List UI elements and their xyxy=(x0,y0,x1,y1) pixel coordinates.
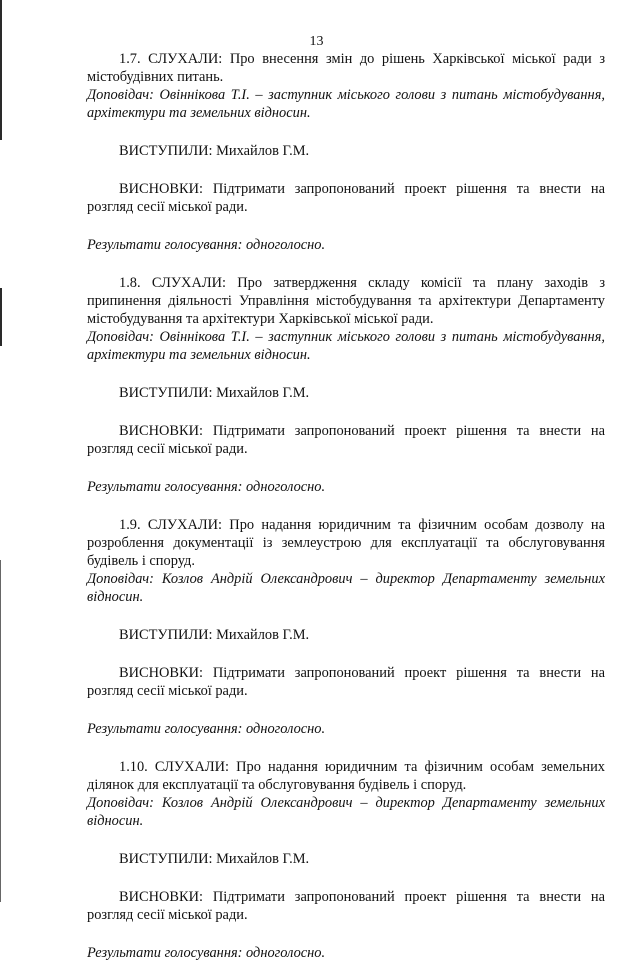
heard-text: Про надання юридичним та фізичним особам земельних ділянок для експлуатації та обслуговування будівель і споруд. xyxy=(87,759,605,793)
document-body xyxy=(87,50,605,962)
spoke-paragraph xyxy=(87,850,605,868)
agenda-item xyxy=(87,758,605,962)
vote-paragraph xyxy=(87,720,605,738)
conclusion-label: ВИСНОВКИ: xyxy=(119,665,203,681)
speaker-text: Козлов Андрій Олександрович – директор Департаменту земельних відносин. xyxy=(87,795,605,829)
vote-text: одноголосно. xyxy=(242,237,326,253)
conclusion-paragraph xyxy=(87,664,605,700)
spoke-paragraph xyxy=(87,626,605,644)
scan-edge-mark xyxy=(0,560,1,902)
vote-label: Результати голосування: xyxy=(87,479,243,495)
agenda-item xyxy=(87,50,605,254)
vote-label: Результати голосування: xyxy=(87,721,243,737)
speaker-label: Доповідач: xyxy=(87,329,154,345)
spoke-paragraph xyxy=(87,142,605,160)
speaker-text: Овіннікова Т.І. – заступник міського голови з питань містобудування, архітектури та земельних відносин. xyxy=(87,329,605,363)
heard-text: Про надання юридичним та фізичним особам дозволу на розроблення документації із землеустрою для експлуатації та обслуговування будівель і споруд. xyxy=(87,517,605,569)
conclusion-paragraph xyxy=(87,180,605,216)
speaker-label: Доповідач: xyxy=(87,571,154,587)
spoke-label: ВИСТУПИЛИ: xyxy=(119,385,213,401)
conclusion-paragraph xyxy=(87,888,605,924)
scan-edge-mark xyxy=(0,288,2,346)
vote-label: Результати голосування: xyxy=(87,945,243,961)
heard-label: 1.7. СЛУХАЛИ: xyxy=(119,51,223,67)
heard-label: 1.8. СЛУХАЛИ: xyxy=(119,275,226,291)
conclusion-text: Підтримати запропонований проект рішення та внести на розгляд сесії міської ради. xyxy=(87,889,605,923)
heard-text: Про затвердження складу комісії та плану заходів з припинення діяльності Управління містобудування та архітектури Департаменту містобудування та архітектури Харківської міської ради. xyxy=(87,275,606,327)
agenda-item xyxy=(87,516,605,738)
heard-paragraph xyxy=(87,758,605,794)
heard-label: 1.10. СЛУХАЛИ: xyxy=(119,759,230,775)
speaker-paragraph xyxy=(87,794,605,830)
vote-text: одноголосно. xyxy=(242,945,326,961)
conclusion-text: Підтримати запропонований проект рішення та внести на розгляд сесії міської ради. xyxy=(87,181,605,215)
conclusion-label: ВИСНОВКИ: xyxy=(119,889,203,905)
speaker-paragraph xyxy=(87,86,605,122)
vote-paragraph xyxy=(87,478,605,496)
vote-text: одноголосно. xyxy=(242,479,326,495)
speaker-paragraph xyxy=(87,328,605,364)
spoke-label: ВИСТУПИЛИ: xyxy=(119,851,213,867)
conclusion-text: Підтримати запропонований проект рішення та внести на розгляд сесії міської ради. xyxy=(87,665,605,699)
speaker-text: Козлов Андрій Олександрович – директор Департаменту земельних відносин. xyxy=(87,571,605,605)
spoke-label: ВИСТУПИЛИ: xyxy=(119,627,213,643)
heard-paragraph xyxy=(87,516,605,570)
spoke-text: Михайлов Г.М. xyxy=(212,385,310,401)
spoke-label: ВИСТУПИЛИ: xyxy=(119,143,213,159)
vote-paragraph xyxy=(87,944,605,962)
vote-paragraph xyxy=(87,236,605,254)
page-number: 13 xyxy=(309,34,324,49)
speaker-label: Доповідач: xyxy=(87,795,154,811)
conclusion-text: Підтримати запропонований проект рішення та внести на розгляд сесії міської ради. xyxy=(87,423,605,457)
conclusion-label: ВИСНОВКИ: xyxy=(119,423,203,439)
spoke-text: Михайлов Г.М. xyxy=(212,143,310,159)
heard-text: Про внесення змін до рішень Харківської міської ради з містобудівних питань. xyxy=(87,51,605,85)
speaker-label: Доповідач: xyxy=(87,87,154,103)
conclusion-label: ВИСНОВКИ: xyxy=(119,181,203,197)
spoke-paragraph xyxy=(87,384,605,402)
heard-paragraph xyxy=(87,50,605,86)
spoke-text: Михайлов Г.М. xyxy=(212,627,310,643)
spoke-text: Михайлов Г.М. xyxy=(212,851,310,867)
conclusion-paragraph xyxy=(87,422,605,458)
agenda-item xyxy=(87,274,605,496)
scan-edge-mark xyxy=(0,0,2,140)
vote-text: одноголосно. xyxy=(242,721,326,737)
speaker-paragraph xyxy=(87,570,605,606)
vote-label: Результати голосування: xyxy=(87,237,243,253)
speaker-text: Овіннікова Т.І. – заступник міського голови з питань містобудування, архітектури та земельних відносин. xyxy=(87,87,605,121)
heard-paragraph xyxy=(87,274,605,328)
heard-label: 1.9. СЛУХАЛИ: xyxy=(119,517,223,533)
